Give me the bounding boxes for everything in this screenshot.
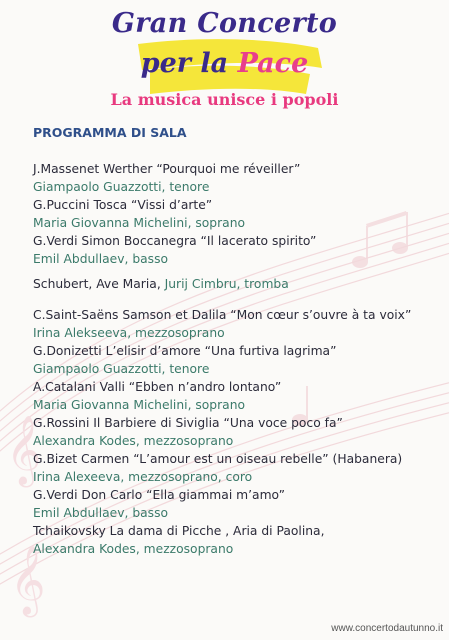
program-performer: Jurij Cimbru, tromba bbox=[164, 277, 289, 291]
program-item bbox=[33, 522, 325, 558]
program-item bbox=[33, 342, 336, 378]
program-work: Schubert, Ave Maria, bbox=[33, 277, 165, 291]
program-item bbox=[33, 160, 300, 196]
program-performer: Giampaolo Guazzotti, tenore bbox=[33, 362, 210, 376]
program-work: A.Catalani Valli “Ebben n’andro lontano” bbox=[33, 380, 282, 394]
title-pace-word: Pace bbox=[237, 48, 309, 79]
svg-text:𝄞: 𝄞 bbox=[10, 545, 46, 615]
program-performer: Irina Alekseeva, mezzosoprano bbox=[33, 326, 225, 340]
program-item bbox=[33, 196, 245, 232]
title-line2-text: per la bbox=[140, 48, 238, 79]
program-work: G.Puccini Tosca “Vissi d’arte” bbox=[33, 198, 213, 212]
program-performer: Alexandra Kodes, mezzosoprano bbox=[33, 542, 234, 556]
concert-subtitle: La musica unisce i popoli bbox=[110, 90, 339, 109]
program-work: G.Donizetti L’elisir d’amore “Una furtiva lagrima” bbox=[33, 344, 337, 358]
program-performer: Maria Giovanna Michelini, soprano bbox=[33, 216, 246, 230]
svg-text:𝄞: 𝄞 bbox=[6, 415, 42, 485]
program-performer: Emil Abdullaev, basso bbox=[33, 252, 169, 266]
website-url: www.concertodautunno.it bbox=[331, 623, 443, 634]
program-item bbox=[33, 275, 289, 293]
program-item bbox=[33, 414, 343, 450]
program-performer: Emil Abdullaev, basso bbox=[33, 506, 169, 520]
program-item bbox=[33, 486, 285, 522]
program-work-inline bbox=[33, 275, 289, 293]
program-item bbox=[33, 378, 281, 414]
program-item bbox=[33, 450, 402, 486]
program-work: G.Rossini Il Barbiere di Siviglia “Una voce poco fa” bbox=[33, 416, 343, 430]
concert-title-line1: Gran Concerto bbox=[111, 8, 338, 39]
program-work: G.Bizet Carmen “L’amour est un oiseau rebelle” (Habanera) bbox=[33, 452, 403, 466]
program-work: G.Verdi Don Carlo “Ella giammai m’amo” bbox=[33, 488, 286, 502]
program-work: C.Saint-Saëns Samson et Dalila “Mon cœur s’ouvre à ta voix” bbox=[33, 308, 412, 322]
program-item bbox=[33, 232, 316, 268]
concert-title-line2 bbox=[0, 48, 449, 79]
program-performer: Irina Alexeeva, mezzosoprano, coro bbox=[33, 470, 253, 484]
program-work: G.Verdi Simon Boccanegra “Il lacerato spirito” bbox=[33, 234, 317, 248]
program-item bbox=[33, 306, 411, 342]
program-work: Tchaikovsky La dama di Picche , Aria di Paolina, bbox=[33, 524, 325, 538]
program-performer: Giampaolo Guazzotti, tenore bbox=[33, 180, 210, 194]
program-performer: Maria Giovanna Michelini, soprano bbox=[33, 398, 246, 412]
section-title: PROGRAMMA DI SALA bbox=[33, 125, 187, 140]
program-performer: Alexandra Kodes, mezzosoprano bbox=[33, 434, 234, 448]
program-work: J.Massenet Werther “Pourquoi me réveiller” bbox=[33, 162, 301, 176]
